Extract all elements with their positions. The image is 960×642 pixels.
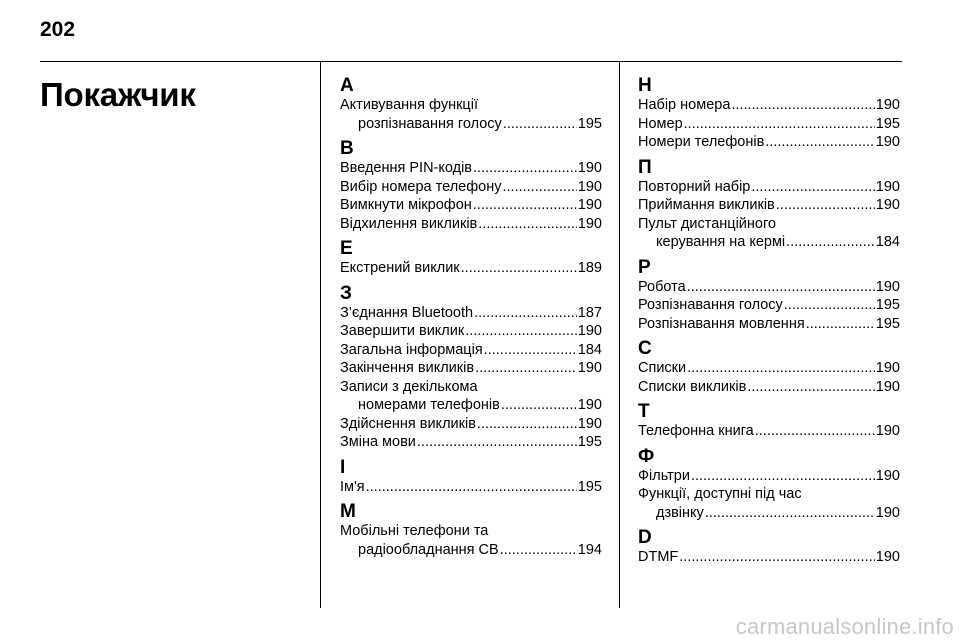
dot-leader <box>503 178 577 197</box>
index-entry-page: 190 <box>577 178 602 195</box>
index-entry <box>638 467 900 486</box>
index-entry-page: 190 <box>875 134 900 150</box>
index-entry <box>340 433 602 452</box>
index-entry-line <box>340 541 602 560</box>
index-letter-heading: D <box>638 527 652 548</box>
index-entry <box>340 415 602 434</box>
index-entry-text: Активування функції <box>340 97 478 113</box>
index-entry-term: Вибір номера телефону <box>340 178 502 195</box>
index-entry-line <box>340 359 602 378</box>
index-entry-line <box>638 315 900 334</box>
index-entry-line <box>340 215 602 234</box>
index-entry-text: Функції, доступні під час <box>638 486 802 502</box>
index-entry-page: 190 <box>577 215 602 232</box>
index-entry-term: Номери телефонів <box>638 134 765 150</box>
index-entry <box>638 485 900 522</box>
dot-leader <box>705 504 875 523</box>
index-entry-term: Списки <box>638 360 687 376</box>
index-entry-term: дзвінку <box>656 504 704 521</box>
index-entry <box>638 215 900 252</box>
dot-leader <box>691 467 875 486</box>
index-entry <box>340 196 602 215</box>
index-entry-term: Екстрений виклик <box>340 260 460 276</box>
index-entry-page: 190 <box>875 423 900 439</box>
index-letter-heading: П <box>638 156 652 178</box>
index-entry-page: 194 <box>577 541 602 558</box>
index-entry-line <box>340 178 602 197</box>
index-entry-page: 190 <box>577 397 602 413</box>
index-entry-line <box>638 422 900 441</box>
index-entry-term: Введення PIN-кодів <box>340 160 473 176</box>
watermark: carmanualsonline.info <box>735 614 954 639</box>
index-entry-page: 190 <box>577 197 602 213</box>
index-entry-page: 190 <box>875 467 900 484</box>
index-entry <box>638 548 900 567</box>
index-letter-heading: Н <box>638 75 652 96</box>
index-letter-heading: Р <box>638 256 651 278</box>
index-entry-page: 189 <box>577 260 602 276</box>
index-entry-line <box>638 96 900 115</box>
dot-leader <box>366 478 577 497</box>
index-entry-page: 190 <box>577 323 602 339</box>
index-entry-page: 190 <box>875 97 900 113</box>
index-entry-line <box>340 396 602 415</box>
index-letter-heading: З <box>340 282 352 304</box>
index-entry <box>340 159 602 178</box>
index-entry-line <box>340 115 602 134</box>
index-entry-page: 190 <box>875 504 900 521</box>
index-entry-page: 190 <box>875 360 900 376</box>
index-entry-term: Набір номера <box>638 97 731 113</box>
dot-leader <box>755 422 875 441</box>
index-entry-page: 190 <box>875 378 900 395</box>
index-entry-line <box>340 478 602 497</box>
index-entry <box>340 178 602 197</box>
index-entry <box>638 133 900 152</box>
index-entry-line <box>638 548 900 567</box>
index-entry-line <box>340 433 602 452</box>
index-entry-term: Здійснення викликів <box>340 415 476 432</box>
index-entry-line <box>638 115 900 134</box>
dot-leader <box>503 115 577 134</box>
dot-leader <box>474 304 577 323</box>
index-column-2 <box>638 76 900 567</box>
index-entry-page: 190 <box>577 415 602 432</box>
dot-leader <box>751 178 874 197</box>
index-entry <box>638 359 900 378</box>
dot-leader <box>784 296 875 315</box>
index-entry <box>340 304 602 323</box>
index-entry-term: Розпізнавання мовлення <box>638 315 805 332</box>
dot-leader <box>500 541 577 560</box>
dot-leader <box>684 115 875 134</box>
index-entry-line <box>638 196 900 215</box>
index-letter-heading: Т <box>638 401 650 422</box>
column-divider-right <box>619 62 620 608</box>
index-entry-term: Приймання викликів <box>638 197 775 213</box>
index-entry-term: керування на кермі <box>656 234 786 250</box>
dot-leader <box>501 396 577 415</box>
index-entry-text: Мобільні телефони та <box>340 523 489 539</box>
index-entry-line <box>638 278 900 297</box>
index-entry-term: З’єднання Bluetooth <box>340 304 474 321</box>
index-entry-term: Зміна мови <box>340 434 416 450</box>
index-letter-heading: Ф <box>638 445 655 467</box>
index-entry <box>638 196 900 215</box>
index-entry-term: Завершити виклик <box>340 323 465 339</box>
dot-leader <box>484 341 577 360</box>
index-entry-page: 190 <box>875 278 900 295</box>
dot-leader <box>786 233 875 252</box>
index-entry-line <box>340 341 602 360</box>
page-number: 202 <box>40 18 76 41</box>
dot-leader <box>417 433 577 452</box>
dot-leader <box>679 548 875 567</box>
index-entry-line <box>340 322 602 341</box>
index-entry-line <box>638 467 900 486</box>
index-entry-line <box>340 196 602 215</box>
index-entry <box>638 178 900 197</box>
index-entry <box>340 522 602 559</box>
index-entry-line <box>638 133 900 152</box>
index-entry-page: 184 <box>577 341 602 358</box>
index-entry-page: 190 <box>875 549 900 565</box>
index-entry <box>340 96 602 133</box>
index-entry-term: Робота <box>638 278 686 295</box>
index-entry <box>340 341 602 360</box>
dot-leader <box>477 415 577 434</box>
index-entry-line <box>638 504 900 523</box>
index-entry-page: 190 <box>875 197 900 213</box>
index-entry <box>638 278 900 297</box>
index-entry-page: 190 <box>577 360 602 376</box>
top-rule <box>40 61 902 62</box>
index-entry <box>340 478 602 497</box>
index-entry <box>340 215 602 234</box>
dot-leader <box>806 315 875 334</box>
index-entry-text: Записи з декількома <box>340 378 478 395</box>
index-entry-page: 195 <box>577 434 602 450</box>
index-entry <box>638 422 900 441</box>
index-entry-line <box>638 233 900 252</box>
index-entry-page: 195 <box>875 115 900 132</box>
index-title: Покажчик <box>40 76 196 113</box>
index-entry-term: Загальна інформація <box>340 341 483 358</box>
dot-leader <box>687 278 875 297</box>
dot-leader <box>473 196 577 215</box>
index-entry <box>340 359 602 378</box>
index-entry <box>638 96 900 115</box>
dot-leader <box>776 196 875 215</box>
index-entry-term: DTMF <box>638 549 679 565</box>
index-entry-page: 195 <box>875 297 900 313</box>
index-letter-heading: С <box>638 338 652 359</box>
index-entry-term: Ім'я <box>340 478 365 495</box>
index-entry-page: 195 <box>577 115 602 132</box>
index-entry-term: розпізнавання голосу <box>358 115 502 132</box>
index-letter-heading: А <box>340 75 354 96</box>
column-divider-left <box>320 62 321 608</box>
index-entry-page: 184 <box>875 234 900 250</box>
index-entry-line <box>638 359 900 378</box>
dot-leader <box>478 215 577 234</box>
index-entry <box>638 296 900 315</box>
index-entry-line <box>340 159 602 178</box>
index-entry-line <box>638 378 900 397</box>
index-entry-line <box>638 296 900 315</box>
dot-leader <box>465 322 577 341</box>
index-entry <box>638 315 900 334</box>
index-entry-line <box>638 178 900 197</box>
index-entry-page: 195 <box>577 478 602 495</box>
index-entry-term: Розпізнавання голосу <box>638 297 783 313</box>
index-entry-line <box>340 304 602 323</box>
dot-leader <box>765 133 875 152</box>
index-entry <box>340 378 602 415</box>
dot-leader <box>475 359 577 378</box>
index-entry-line <box>340 415 602 434</box>
index-entry-term: Списки викликів <box>638 378 747 395</box>
dot-leader <box>473 159 577 178</box>
dot-leader <box>687 359 875 378</box>
index-entry-term: номерами телефонів <box>358 397 500 413</box>
index-entry-term: Відхилення викликів <box>340 215 478 232</box>
index-entry-line <box>340 259 602 278</box>
index-letter-heading: І <box>340 456 346 478</box>
index-entry-term: Закінчення викликів <box>340 360 475 376</box>
index-entry <box>638 378 900 397</box>
dot-leader <box>731 96 874 115</box>
index-entry-term: Вимкнути мікрофон <box>340 197 472 213</box>
index-column-1 <box>340 76 602 559</box>
index-entry <box>340 259 602 278</box>
index-entry-page: 187 <box>577 304 602 321</box>
dot-leader <box>461 259 577 278</box>
index-entry-term: радіообладнання СВ <box>358 541 499 558</box>
index-entry-text: Пульт дистанційного <box>638 215 776 232</box>
index-entry-page: 190 <box>577 160 602 176</box>
index-letter-heading: М <box>340 501 356 522</box>
index-entry-term: Номер <box>638 115 683 132</box>
index-entry-page: 190 <box>875 178 900 195</box>
index-entry-term: Повторний набір <box>638 178 751 195</box>
index-entry <box>638 115 900 134</box>
index-entry-term: Телефонна книга <box>638 423 754 439</box>
index-entry <box>340 322 602 341</box>
index-letter-heading: В <box>340 138 354 159</box>
dot-leader <box>747 378 875 397</box>
index-letter-heading: Е <box>340 238 353 259</box>
index-entry-term: Фільтри <box>638 467 690 484</box>
index-entry-page: 195 <box>875 315 900 332</box>
